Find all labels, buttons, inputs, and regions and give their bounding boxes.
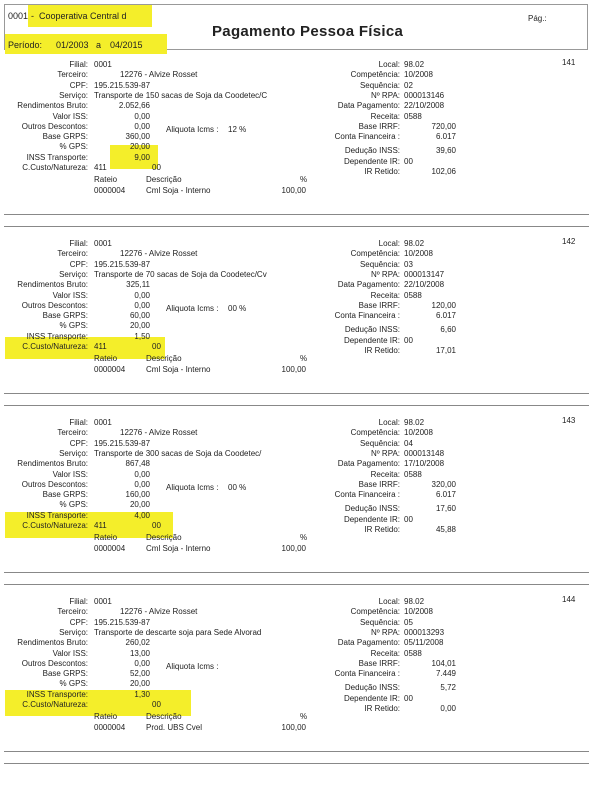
page-title: Pagamento Pessoa Física	[212, 23, 404, 40]
local-label: Local:	[378, 239, 400, 248]
cpf-value: 195.215.539-87	[94, 617, 151, 627]
rendimentos-bruto-value: 325,11	[126, 280, 150, 290]
deducao-inss-value: 39,60	[435, 146, 456, 156]
data-pag-label: Data Pagamento:	[337, 101, 400, 111]
local-label: Local:	[378, 60, 400, 69]
servico-value: Transporte de descarte soja para Sede Alvorad	[94, 627, 262, 637]
deducao-inss-value: 6,60	[440, 325, 456, 335]
record-separator	[4, 226, 589, 227]
conta-fin-label: Conta Financeira :	[334, 669, 400, 679]
valor-iss-label: Valor ISS:	[52, 290, 88, 300]
aliquota-label: Aliquota Icms :	[166, 124, 219, 134]
rateio-description: Prod. UBS Cvel	[146, 723, 203, 733]
record-block	[0, 235, 595, 415]
local-value: 98.02	[404, 60, 425, 69]
rateio-percent: 100,00	[281, 723, 306, 733]
ir-retido-value: 45,88	[435, 525, 456, 534]
sequencia-label: Sequência:	[359, 259, 400, 269]
base-grps-value: 360,00	[125, 132, 150, 142]
descricao-header: Descrição	[146, 354, 182, 364]
base-grps-label: Base GRPS:	[42, 132, 88, 142]
ir-retido-value: 102,06	[431, 167, 456, 176]
valor-iss-label: Valor ISS:	[52, 648, 88, 658]
natureza-value: 00	[152, 521, 161, 530]
terceiro-value: 12276 - Alvize Rosset	[120, 249, 198, 259]
pct-gps-label: % GPS:	[59, 321, 88, 331]
ir-retido-label: IR Retido:	[364, 346, 400, 355]
pct-gps-value: 20,00	[129, 142, 150, 152]
cpf-label: CPF:	[69, 617, 88, 627]
sequencia-label: Sequência:	[359, 438, 400, 448]
ccusto-label: C.Custo/Natureza:	[22, 163, 88, 172]
servico-label: Serviço:	[59, 269, 88, 279]
period-label: Período:	[8, 40, 43, 50]
rateio-code: 0000004	[94, 365, 126, 375]
dependente-ir-label: Dependente IR:	[343, 335, 400, 345]
rateio-header: Rateio	[94, 533, 118, 543]
receita-value: 0588	[404, 648, 422, 658]
base-grps-label: Base GRPS:	[42, 669, 88, 679]
percent-header: %	[300, 533, 308, 543]
rateio-description: Cml Soja - Interno	[146, 365, 211, 375]
filial-value: 0001	[94, 239, 112, 248]
competencia-label: Competência:	[350, 428, 400, 438]
servico-label: Serviço:	[59, 448, 88, 458]
record-number: 141	[562, 58, 576, 67]
sequencia-label: Sequência:	[359, 617, 400, 627]
ccusto-label: C.Custo/Natureza:	[22, 700, 88, 709]
aliquota-label: Aliquota Icms :	[166, 482, 219, 492]
data-pag-label: Data Pagamento:	[337, 459, 400, 469]
terceiro-label: Terceiro:	[57, 607, 88, 617]
pct-gps-label: % GPS:	[59, 679, 88, 689]
competencia-value: 10/2008	[404, 249, 433, 259]
pct-gps-label: % GPS:	[59, 500, 88, 510]
ccusto-value: 411	[94, 163, 107, 172]
aliquota-label: Aliquota Icms :	[166, 303, 219, 313]
record-number: 144	[562, 595, 576, 604]
competencia-value: 10/2008	[404, 428, 433, 438]
filial-value: 0001	[94, 597, 112, 606]
rateio-header: Rateio	[94, 712, 118, 722]
ir-retido-value: 0,00	[440, 704, 456, 713]
competencia-label: Competência:	[350, 249, 400, 259]
conta-fin-label: Conta Financeira :	[334, 132, 400, 142]
sequencia-value: 04	[404, 438, 413, 448]
filial-label: Filial:	[69, 418, 88, 427]
outros-descontos-label: Outros Descontos:	[21, 300, 88, 310]
terceiro-label: Terceiro:	[57, 70, 88, 80]
valor-iss-value: 13,00	[129, 648, 150, 658]
base-irrf-label: Base IRRF:	[358, 479, 400, 489]
inss-transporte-value: 1,50	[134, 331, 150, 341]
record-separator	[4, 763, 589, 764]
base-irrf-label: Base IRRF:	[358, 121, 400, 131]
terceiro-value: 12276 - Alvize Rosset	[120, 70, 198, 80]
ir-retido-label: IR Retido:	[364, 525, 400, 534]
valor-iss-value: 0,00	[134, 290, 150, 300]
receita-label: Receita:	[370, 469, 400, 479]
sequencia-value: 05	[404, 617, 413, 627]
outros-descontos-value: 0,00	[134, 658, 150, 668]
rateio-code: 0000004	[94, 544, 126, 554]
valor-iss-label: Valor ISS:	[52, 469, 88, 479]
filial-label: Filial:	[69, 60, 88, 69]
cpf-value: 195.215.539-87	[94, 80, 151, 90]
local-value: 98.02	[404, 239, 425, 248]
conta-fin-label: Conta Financeira :	[334, 490, 400, 500]
data-pag-value: 05/11/2008	[404, 638, 444, 648]
ir-retido-label: IR Retido:	[364, 167, 400, 176]
percent-header: %	[300, 175, 308, 185]
deducao-inss-label: Dedução INSS:	[344, 504, 400, 514]
record-separator	[4, 405, 589, 406]
deducao-inss-value: 17,60	[435, 504, 456, 514]
record-separator	[4, 393, 589, 394]
competencia-label: Competência:	[350, 607, 400, 617]
record-separator	[4, 572, 589, 573]
dependente-ir-value: 00	[404, 335, 413, 345]
nrpa-value: 000013293	[404, 627, 445, 637]
base-grps-value: 160,00	[125, 490, 150, 500]
base-grps-label: Base GRPS:	[42, 490, 88, 500]
record-number: 143	[562, 416, 576, 425]
cpf-label: CPF:	[69, 438, 88, 448]
sequencia-value: 03	[404, 259, 413, 269]
deducao-inss-label: Dedução INSS:	[344, 683, 400, 693]
base-grps-value: 52,00	[129, 669, 150, 679]
base-irrf-value: 104,01	[431, 658, 456, 668]
natureza-value: 00	[152, 700, 161, 709]
base-irrf-value: 320,00	[431, 479, 456, 489]
rateio-percent: 100,00	[281, 186, 306, 196]
ir-retido-label: IR Retido:	[364, 704, 400, 713]
valor-iss-value: 0,00	[134, 111, 150, 121]
outros-descontos-label: Outros Descontos:	[21, 658, 88, 668]
cpf-label: CPF:	[69, 259, 88, 269]
conta-fin-label: Conta Financeira :	[334, 311, 400, 321]
filial-value: 0001	[94, 60, 112, 69]
local-label: Local:	[378, 418, 400, 427]
inss-transporte-label: INSS Transporte:	[26, 152, 88, 162]
record-separator	[4, 214, 589, 215]
rateio-percent: 100,00	[281, 365, 306, 375]
period-start: 01/2003	[56, 40, 89, 50]
nrpa-label: Nº RPA:	[371, 269, 400, 279]
receita-label: Receita:	[370, 111, 400, 121]
servico-value: Transporte de 300 sacas de Soja da Coodetec/	[94, 448, 262, 458]
receita-label: Receita:	[370, 648, 400, 658]
servico-label: Serviço:	[59, 90, 88, 100]
sequencia-label: Sequência:	[359, 80, 400, 90]
company-dash: -	[31, 11, 34, 21]
terceiro-label: Terceiro:	[57, 428, 88, 438]
ir-retido-value: 17,01	[435, 346, 456, 355]
rendimentos-bruto-value: 260,02	[125, 638, 150, 648]
pct-gps-label: % GPS:	[59, 142, 88, 152]
data-pag-label: Data Pagamento:	[337, 638, 400, 648]
percent-header: %	[300, 712, 308, 722]
dependente-ir-label: Dependente IR:	[343, 514, 400, 524]
conta-fin-value: 6.017	[435, 132, 456, 142]
aliquota-value: 00 %	[228, 482, 247, 492]
data-pag-value: 22/10/2008	[404, 280, 445, 290]
company-name: Cooperativa Central d	[39, 11, 127, 21]
dependente-ir-value: 00	[404, 156, 413, 166]
receita-value: 0588	[404, 290, 422, 300]
rendimentos-bruto-label: Rendimentos Bruto:	[17, 101, 88, 111]
filial-label: Filial:	[69, 239, 88, 248]
inss-transporte-value: 1,30	[134, 689, 150, 699]
outros-descontos-value: 0,00	[134, 121, 150, 131]
base-irrf-value: 120,00	[431, 300, 456, 310]
deducao-inss-label: Dedução INSS:	[344, 325, 400, 335]
local-value: 98.02	[404, 418, 425, 427]
deducao-inss-value: 5,72	[440, 683, 456, 693]
valor-iss-label: Valor ISS:	[52, 111, 88, 121]
valor-iss-value: 0,00	[134, 469, 150, 479]
inss-transporte-label: INSS Transporte:	[26, 510, 88, 520]
receita-value: 0588	[404, 469, 422, 479]
rendimentos-bruto-value: 2.052,66	[118, 101, 150, 111]
rateio-percent: 100,00	[281, 544, 306, 554]
filial-value: 0001	[94, 418, 112, 427]
dependente-ir-label: Dependente IR:	[343, 156, 400, 166]
company-code: 0001	[8, 11, 29, 21]
cpf-label: CPF:	[69, 80, 88, 90]
base-irrf-value: 720,00	[431, 121, 456, 131]
rateio-code: 0000004	[94, 723, 126, 733]
conta-fin-value: 6.017	[435, 490, 456, 500]
competencia-label: Competência:	[350, 70, 400, 80]
page-label: Pág.:	[528, 14, 547, 23]
nrpa-value: 000013147	[404, 269, 445, 279]
servico-value: Transporte de 150 sacas de Soja da Coodetec/C	[94, 90, 268, 100]
base-irrf-label: Base IRRF:	[358, 300, 400, 310]
base-grps-label: Base GRPS:	[42, 311, 88, 321]
outros-descontos-label: Outros Descontos:	[21, 479, 88, 489]
outros-descontos-value: 0,00	[134, 300, 150, 310]
ccusto-value: 411	[94, 521, 107, 530]
base-irrf-label: Base IRRF:	[358, 658, 400, 668]
base-grps-value: 60,00	[129, 311, 150, 321]
record-block	[0, 593, 595, 773]
competencia-value: 10/2008	[404, 70, 433, 80]
descricao-header: Descrição	[146, 533, 182, 543]
filial-label: Filial:	[69, 597, 88, 606]
cpf-value: 195.215.539-87	[94, 259, 151, 269]
aliquota-value: 00 %	[228, 303, 247, 313]
local-label: Local:	[378, 597, 400, 606]
inss-transporte-label: INSS Transporte:	[26, 331, 88, 341]
record-number: 142	[562, 237, 576, 246]
data-pag-label: Data Pagamento:	[337, 280, 400, 290]
percent-header: %	[300, 354, 308, 364]
dependente-ir-value: 00	[404, 693, 413, 703]
inss-transporte-label: INSS Transporte:	[26, 689, 88, 699]
deducao-inss-label: Dedução INSS:	[344, 146, 400, 156]
ccusto-value: 411	[94, 342, 107, 351]
rendimentos-bruto-label: Rendimentos Bruto:	[17, 280, 88, 290]
terceiro-value: 12276 - Alvize Rosset	[120, 428, 198, 438]
rendimentos-bruto-label: Rendimentos Bruto:	[17, 638, 88, 648]
cpf-value: 195.215.539-87	[94, 438, 151, 448]
servico-label: Serviço:	[59, 627, 88, 637]
conta-fin-value: 7.449	[435, 669, 456, 679]
natureza-value: 00	[152, 342, 161, 351]
pct-gps-value: 20,00	[129, 500, 150, 510]
data-pag-value: 17/10/2008	[404, 459, 445, 469]
record-separator	[4, 751, 589, 752]
rendimentos-bruto-label: Rendimentos Bruto:	[17, 459, 88, 469]
nrpa-label: Nº RPA:	[371, 448, 400, 458]
ccusto-label: C.Custo/Natureza:	[22, 521, 88, 530]
record-separator	[4, 584, 589, 585]
rateio-header: Rateio	[94, 175, 118, 185]
nrpa-label: Nº RPA:	[371, 90, 400, 100]
data-pag-value: 22/10/2008	[404, 101, 445, 111]
sequencia-value: 02	[404, 80, 413, 90]
period-separator: a	[96, 40, 102, 50]
nrpa-value: 000013148	[404, 448, 445, 458]
descricao-header: Descrição	[146, 712, 182, 722]
nrpa-value: 000013146	[404, 90, 445, 100]
rateio-description: Cml Soja - Interno	[146, 186, 211, 196]
aliquota-value: 12 %	[228, 124, 247, 134]
rendimentos-bruto-value: 867,48	[125, 459, 150, 469]
terceiro-value: 12276 - Alvize Rosset	[120, 607, 198, 617]
terceiro-label: Terceiro:	[57, 249, 88, 259]
period-end: 04/2015	[110, 40, 143, 50]
receita-label: Receita:	[370, 290, 400, 300]
natureza-value: 00	[152, 163, 161, 172]
aliquota-label: Aliquota Icms :	[166, 661, 219, 671]
competencia-value: 10/2008	[404, 607, 433, 617]
servico-value: Transporte de 70 sacas de Soja da Coodetec/Cv	[94, 269, 267, 279]
rateio-header: Rateio	[94, 354, 118, 364]
inss-transporte-value: 9,00	[134, 152, 150, 162]
dependente-ir-label: Dependente IR:	[343, 693, 400, 703]
outros-descontos-label: Outros Descontos:	[21, 121, 88, 131]
dependente-ir-value: 00	[404, 514, 413, 524]
local-value: 98.02	[404, 597, 425, 606]
pct-gps-value: 20,00	[129, 679, 150, 689]
nrpa-label: Nº RPA:	[371, 627, 400, 637]
rateio-description: Cml Soja - Interno	[146, 544, 211, 554]
inss-transporte-value: 4,00	[134, 510, 150, 520]
ccusto-label: C.Custo/Natureza:	[22, 342, 88, 351]
record-block	[0, 56, 595, 236]
conta-fin-value: 6.017	[435, 311, 456, 321]
rateio-code: 0000004	[94, 186, 126, 196]
descricao-header: Descrição	[146, 175, 182, 185]
record-block	[0, 414, 595, 594]
outros-descontos-value: 0,00	[134, 479, 150, 489]
pct-gps-value: 20,00	[129, 321, 150, 331]
receita-value: 0588	[404, 111, 422, 121]
